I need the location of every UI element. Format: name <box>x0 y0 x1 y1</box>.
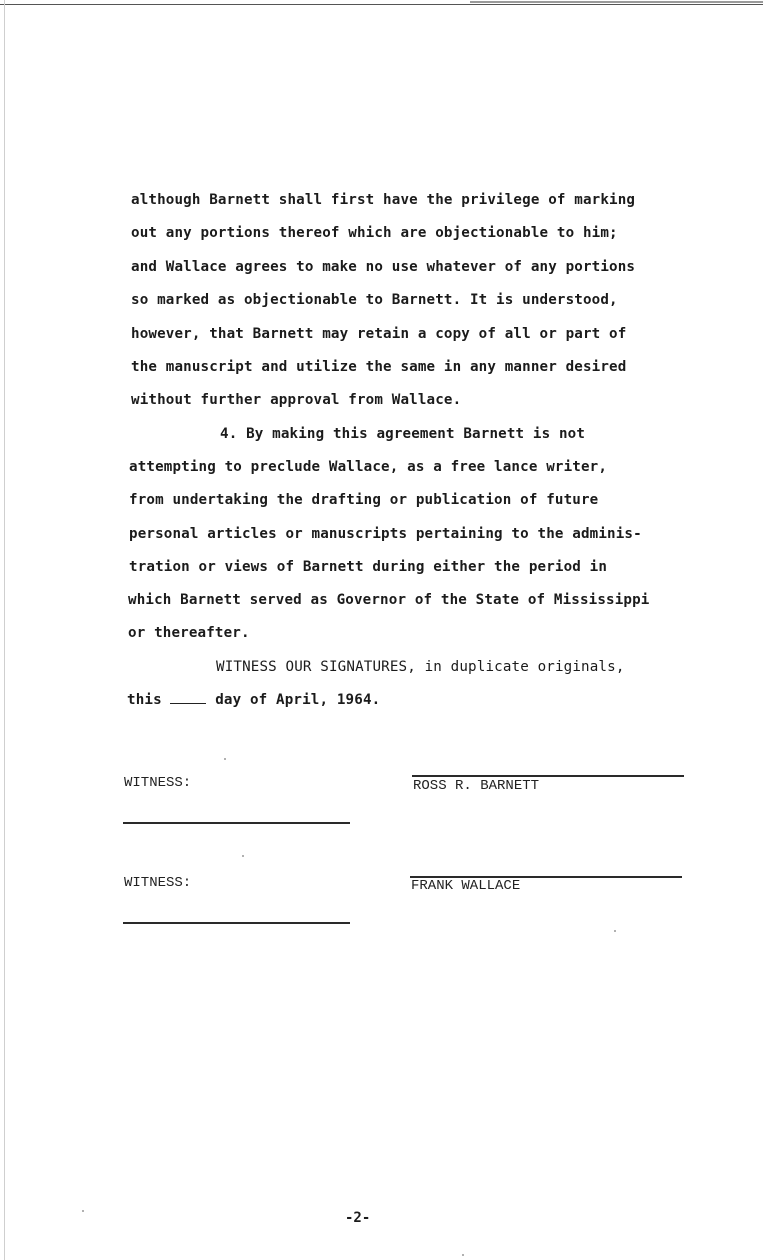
body-line: which Barnett served as Governor of the State of Mississippi <box>128 592 650 608</box>
scan-speck <box>242 855 244 857</box>
body-line: the manuscript and utilize the same in any manner desired <box>131 359 627 375</box>
body-line: or thereafter. <box>128 625 250 641</box>
witness-clause-date-line <box>127 692 380 708</box>
body-line: out any portions thereof which are objectionable to him; <box>131 225 618 241</box>
page-number: -2- <box>345 1210 371 1226</box>
left-page-edge <box>4 0 5 1260</box>
signer-name-1: ROSS R. BARNETT <box>413 778 540 794</box>
body-line: however, that Barnett may retain a copy of all or part of <box>131 326 627 342</box>
body-line: tration or views of Barnett during either the period in <box>129 559 608 575</box>
top-border-line-faded <box>470 1 763 3</box>
witness-clause-date: day of April, 1964. <box>215 692 381 708</box>
scan-speck <box>82 1210 84 1212</box>
witness-label-2: WITNESS: <box>124 875 192 891</box>
body-line: personal articles or manuscripts pertaining to the adminis- <box>129 526 642 542</box>
witness-clause-line: WITNESS OUR SIGNATURES, in duplicate originals, <box>216 659 625 675</box>
body-line: without further approval from Wallace. <box>131 392 462 408</box>
top-border-line <box>0 4 763 5</box>
paragraph-4-first-line: 4. By making this agreement Barnett is not <box>220 426 586 442</box>
signer-name-2: FRANK WALLACE <box>411 878 521 894</box>
body-line: from undertaking the drafting or publication of future <box>129 492 599 508</box>
body-line: although Barnett shall first have the privilege of marking <box>131 192 636 208</box>
scan-speck <box>462 1254 464 1256</box>
body-line: so marked as objectionable to Barnett. It is understood, <box>131 292 618 308</box>
signature-line-1 <box>412 775 684 777</box>
witness-clause-this: this <box>127 692 162 708</box>
witness-signature-line-2 <box>123 922 350 924</box>
scan-speck <box>614 930 616 932</box>
day-blank <box>170 693 206 704</box>
body-line: attempting to preclude Wallace, as a free lance writer, <box>129 459 608 475</box>
body-line: and Wallace agrees to make no use whatever of any portions <box>131 259 636 275</box>
witness-label-1: WITNESS: <box>124 775 192 791</box>
scan-speck <box>224 758 226 760</box>
witness-signature-line-1 <box>123 822 350 824</box>
